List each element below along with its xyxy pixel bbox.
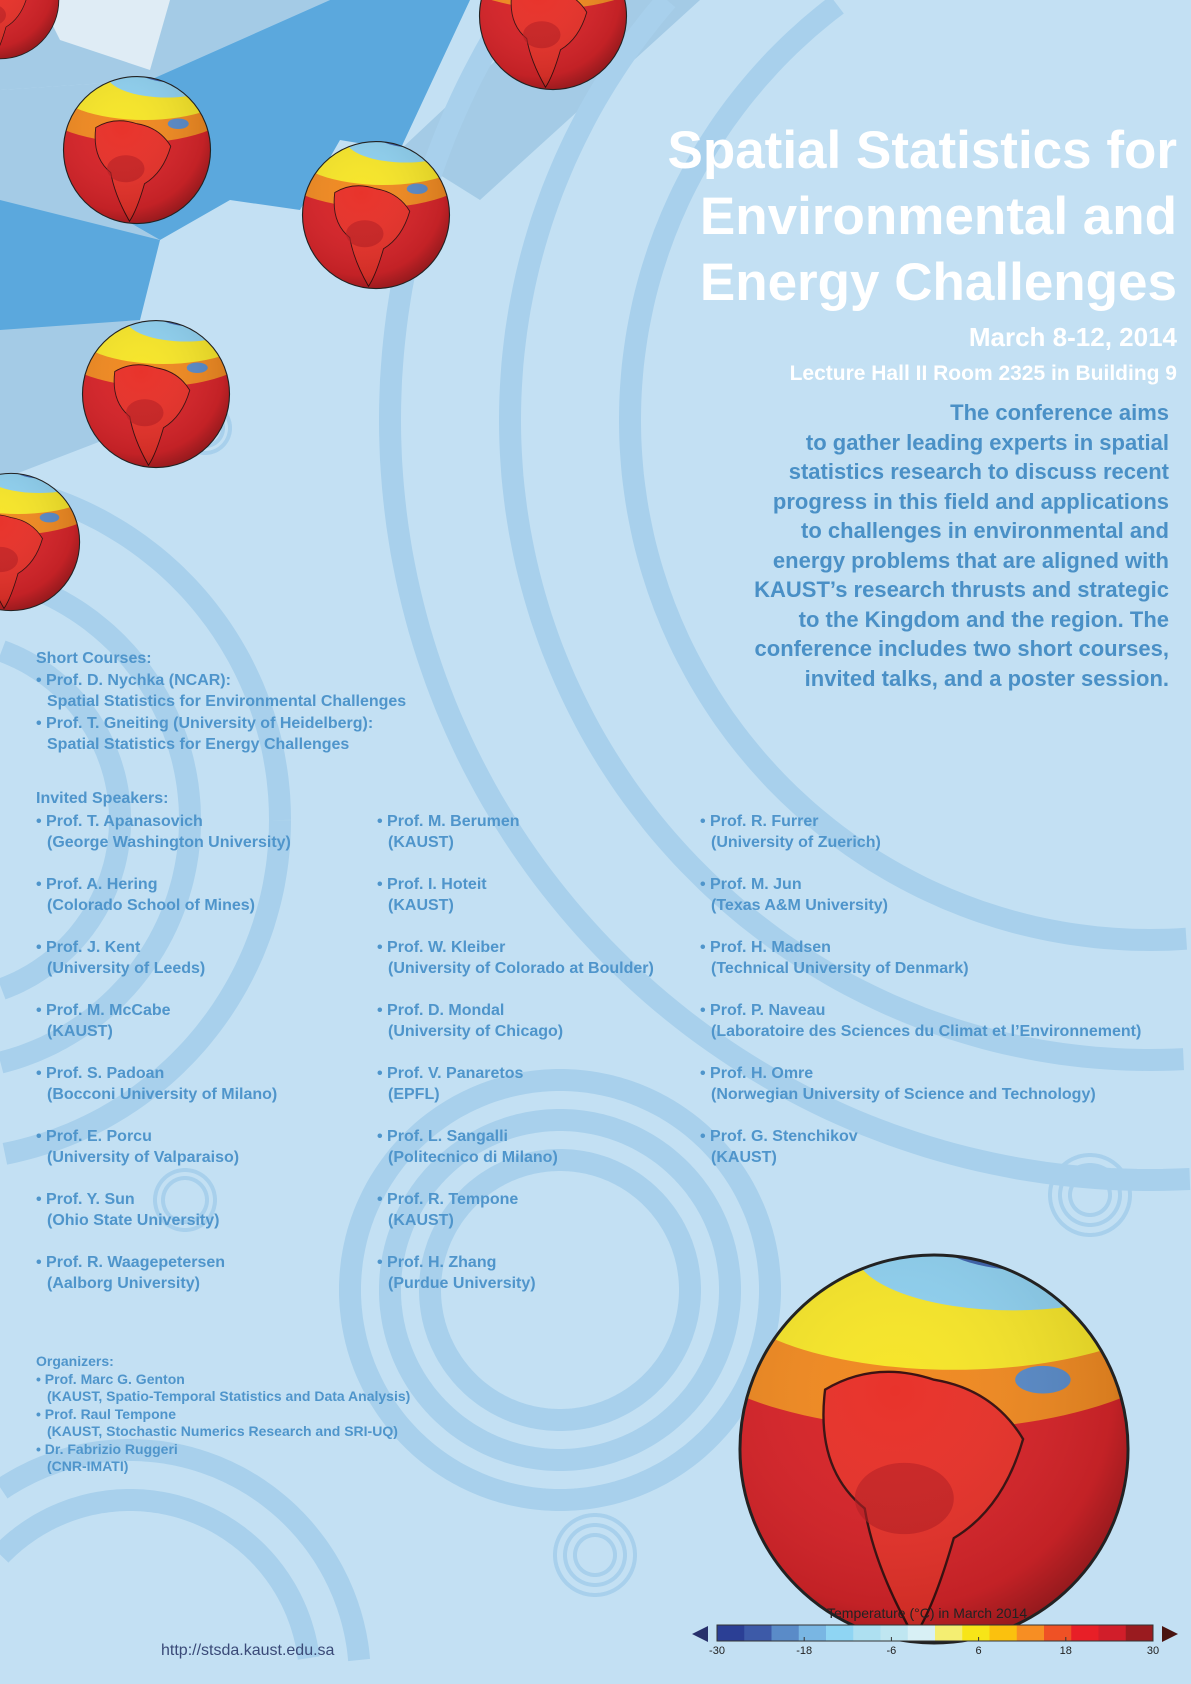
colorbar-bin xyxy=(990,1625,1018,1641)
description-line: invited talks, and a poster session. xyxy=(804,665,1169,691)
colorbar-tick-label: 30 xyxy=(1146,1645,1160,1657)
speaker-affiliation: (EPFL) xyxy=(388,1086,440,1103)
course-topic: Spatial Statistics for Environmental Challenges xyxy=(47,693,407,710)
speaker-entry xyxy=(700,937,1141,1000)
speaker-name: • Prof. G. Stenchikov xyxy=(700,1128,858,1145)
speaker-affiliation: (Aalborg University) xyxy=(47,1275,200,1292)
organizer-affiliation: (KAUST, Stochastic Numerics Research and SRI-UQ) xyxy=(47,1423,398,1439)
title-line: Environmental and xyxy=(699,187,1177,246)
colorbar-bin xyxy=(962,1625,990,1641)
section-heading: Organizers: xyxy=(36,1353,114,1369)
speaker-entry xyxy=(36,1189,291,1252)
speaker-entry xyxy=(36,1252,291,1315)
speaker-name: • Prof. M. Jun xyxy=(700,876,802,893)
speaker-name: • Prof. D. Mondal xyxy=(377,1002,505,1019)
speaker-name: • Prof. H. Madsen xyxy=(700,939,831,956)
section-heading: Short Courses: xyxy=(36,650,152,667)
short-courses xyxy=(36,648,406,756)
speaker-entry xyxy=(700,1126,1141,1189)
colorbar-bin xyxy=(935,1625,963,1641)
website-link[interactable]: http://stsda.kaust.edu.sa xyxy=(161,1642,335,1659)
colorbar-tick-label: -18 xyxy=(796,1645,813,1657)
speaker-name: • Prof. L. Sangalli xyxy=(377,1128,508,1145)
speaker-affiliation: (University of Zuerich) xyxy=(711,834,881,851)
section-heading: Invited Speakers: xyxy=(36,790,169,807)
description-line: KAUST’s research thrusts and strategic xyxy=(754,577,1169,602)
colorbar-bin xyxy=(744,1625,772,1641)
organizer-name: • Prof. Marc G. Genton xyxy=(36,1370,185,1387)
title-line: Spatial Statistics for xyxy=(667,121,1177,180)
speaker-name: • Prof. Y. Sun xyxy=(36,1191,135,1208)
speaker-entry xyxy=(36,874,291,937)
speaker-name: • Prof. A. Hering xyxy=(36,876,158,893)
colorbar-bin xyxy=(826,1625,854,1641)
description-line: The conference aims xyxy=(950,400,1169,425)
speaker-name: • Prof. W. Kleiber xyxy=(377,939,506,956)
course-instructor: • Prof. D. Nychka (NCAR): xyxy=(36,671,231,689)
conference-date: March 8-12, 2014 xyxy=(968,322,1177,352)
speaker-entry xyxy=(700,811,1141,874)
organizer-name: • Prof. Raul Tempone xyxy=(36,1405,176,1422)
speaker-name: • Prof. R. Tempone xyxy=(377,1191,519,1208)
colorbar-tick-label: -6 xyxy=(886,1645,897,1657)
speaker-affiliation: (KAUST) xyxy=(388,834,454,851)
course-instructor: • Prof. T. Gneiting (University of Heidelberg): xyxy=(36,714,374,732)
organizers xyxy=(36,1353,410,1476)
colorbar-bin xyxy=(1017,1625,1045,1641)
temperature-colorbar xyxy=(690,1622,1185,1646)
speaker-affiliation: (Laboratoire des Sciences du Climat et l’Environnement) xyxy=(711,1023,1142,1040)
speaker-affiliation: (University of Chicago) xyxy=(388,1023,564,1040)
speaker-name: • Prof. R. Furrer xyxy=(700,813,819,830)
speaker-affiliation: (Colorado School of Mines) xyxy=(47,897,255,914)
colorbar-under-arrow xyxy=(692,1626,708,1642)
colorbar-bin xyxy=(799,1625,827,1641)
title-line: Energy Challenges xyxy=(699,253,1177,312)
colorbar-bin xyxy=(772,1625,800,1641)
decorative-ring xyxy=(1,1500,309,1658)
speaker-entry xyxy=(377,1252,654,1315)
speaker-affiliation: (KAUST) xyxy=(47,1023,113,1040)
speaker-name: • Prof. R. Waagepetersen xyxy=(36,1254,226,1271)
speaker-affiliation: (KAUST) xyxy=(711,1149,777,1166)
speaker-affiliation: (George Washington University) xyxy=(47,834,291,851)
speaker-affiliation: (Purdue University) xyxy=(388,1275,536,1292)
speaker-entry xyxy=(36,1000,291,1063)
speaker-affiliation: (Texas A&M University) xyxy=(711,897,888,914)
speaker-affiliation: (University of Colorado at Boulder) xyxy=(388,960,654,977)
speaker-name: • Prof. V. Panaretos xyxy=(377,1065,524,1082)
speaker-name: • Prof. E. Porcu xyxy=(36,1128,152,1145)
speaker-name: • Prof. S. Padoan xyxy=(36,1065,165,1082)
description-line: progress in this field and applications xyxy=(772,488,1169,514)
conference-title xyxy=(667,118,1177,316)
colorbar-bin xyxy=(1044,1625,1072,1641)
course-topic: Spatial Statistics for Energy Challenges xyxy=(47,736,350,753)
speakers-column xyxy=(700,811,1141,1189)
organizer-affiliation: (CNR-IMATI) xyxy=(47,1458,129,1474)
speaker-entry xyxy=(377,1063,654,1126)
conference-description xyxy=(754,398,1169,693)
speaker-name: • Prof. M. McCabe xyxy=(36,1002,171,1019)
speaker-entry xyxy=(700,874,1141,937)
speakers-column xyxy=(377,811,654,1315)
speaker-affiliation: (University of Leeds) xyxy=(47,960,206,977)
colorbar-bin xyxy=(717,1625,745,1641)
speaker-entry xyxy=(700,1000,1141,1063)
decorative-ring xyxy=(575,1535,615,1575)
description-line: energy problems that are aligned with xyxy=(772,547,1169,573)
speaker-affiliation: (Bocconi University of Milano) xyxy=(47,1086,278,1103)
speaker-affiliation: (Politecnico di Milano) xyxy=(388,1149,558,1166)
colorbar-tick-label: 6 xyxy=(975,1645,982,1657)
speaker-name: • Prof. M. Berumen xyxy=(377,813,520,830)
speaker-entry xyxy=(377,1189,654,1252)
speaker-entry xyxy=(36,1063,291,1126)
colorbar-bin xyxy=(1071,1625,1099,1641)
speaker-name: • Prof. P. Naveau xyxy=(700,1002,826,1019)
colorbar-bin xyxy=(1126,1625,1154,1641)
speaker-affiliation: (Ohio State University) xyxy=(47,1212,220,1229)
organizer-name: • Dr. Fabrizio Ruggeri xyxy=(36,1440,178,1457)
speaker-entry xyxy=(377,937,654,1000)
conference-venue: Lecture Hall II Room 2325 in Building 9 xyxy=(789,362,1177,385)
colorbar-title: Temperature (°C) in March 2014 xyxy=(827,1605,1028,1621)
speaker-entry xyxy=(36,937,291,1000)
speaker-affiliation: (KAUST) xyxy=(388,897,454,914)
speaker-affiliation: (KAUST) xyxy=(388,1212,454,1229)
speaker-name: • Prof. H. Omre xyxy=(700,1065,814,1082)
colorbar-bin xyxy=(1099,1625,1127,1641)
description-line: statistics research to discuss recent xyxy=(788,459,1169,484)
speaker-entry xyxy=(377,1126,654,1189)
speaker-name: • Prof. J. Kent xyxy=(36,939,141,956)
colorbar-bin xyxy=(908,1625,936,1641)
colorbar-bin xyxy=(853,1625,881,1641)
speaker-entry xyxy=(377,811,654,874)
speaker-name: • Prof. I. Hoteit xyxy=(377,876,487,893)
colorbar-tick-label: 18 xyxy=(1059,1645,1072,1657)
speaker-affiliation: (University of Valparaiso) xyxy=(47,1149,240,1166)
colorbar-tick-label: -30 xyxy=(709,1645,725,1657)
speaker-name: • Prof. T. Apanasovich xyxy=(36,813,203,830)
speaker-entry xyxy=(377,1000,654,1063)
speaker-entry xyxy=(36,1126,291,1189)
description-line: to challenges in environmental and xyxy=(801,518,1169,543)
speaker-name: • Prof. H. Zhang xyxy=(377,1254,497,1271)
speaker-entry xyxy=(36,811,291,874)
speaker-affiliation: (Norwegian University of Science and Technology) xyxy=(711,1086,1096,1103)
description-line: conference includes two short courses, xyxy=(754,636,1169,661)
colorbar-over-arrow xyxy=(1162,1626,1178,1642)
speaker-entry xyxy=(700,1063,1141,1126)
organizer-affiliation: (KAUST, Spatio-Temporal Statistics and Data Analysis) xyxy=(47,1388,411,1404)
speakers-column xyxy=(36,811,291,1315)
description-line: to gather leading experts in spatial xyxy=(805,429,1169,455)
description-line: to the Kingdom and the region. The xyxy=(798,606,1169,632)
colorbar-bin xyxy=(881,1625,909,1641)
speaker-affiliation: (Technical University of Denmark) xyxy=(711,960,969,977)
speaker-entry xyxy=(377,874,654,937)
